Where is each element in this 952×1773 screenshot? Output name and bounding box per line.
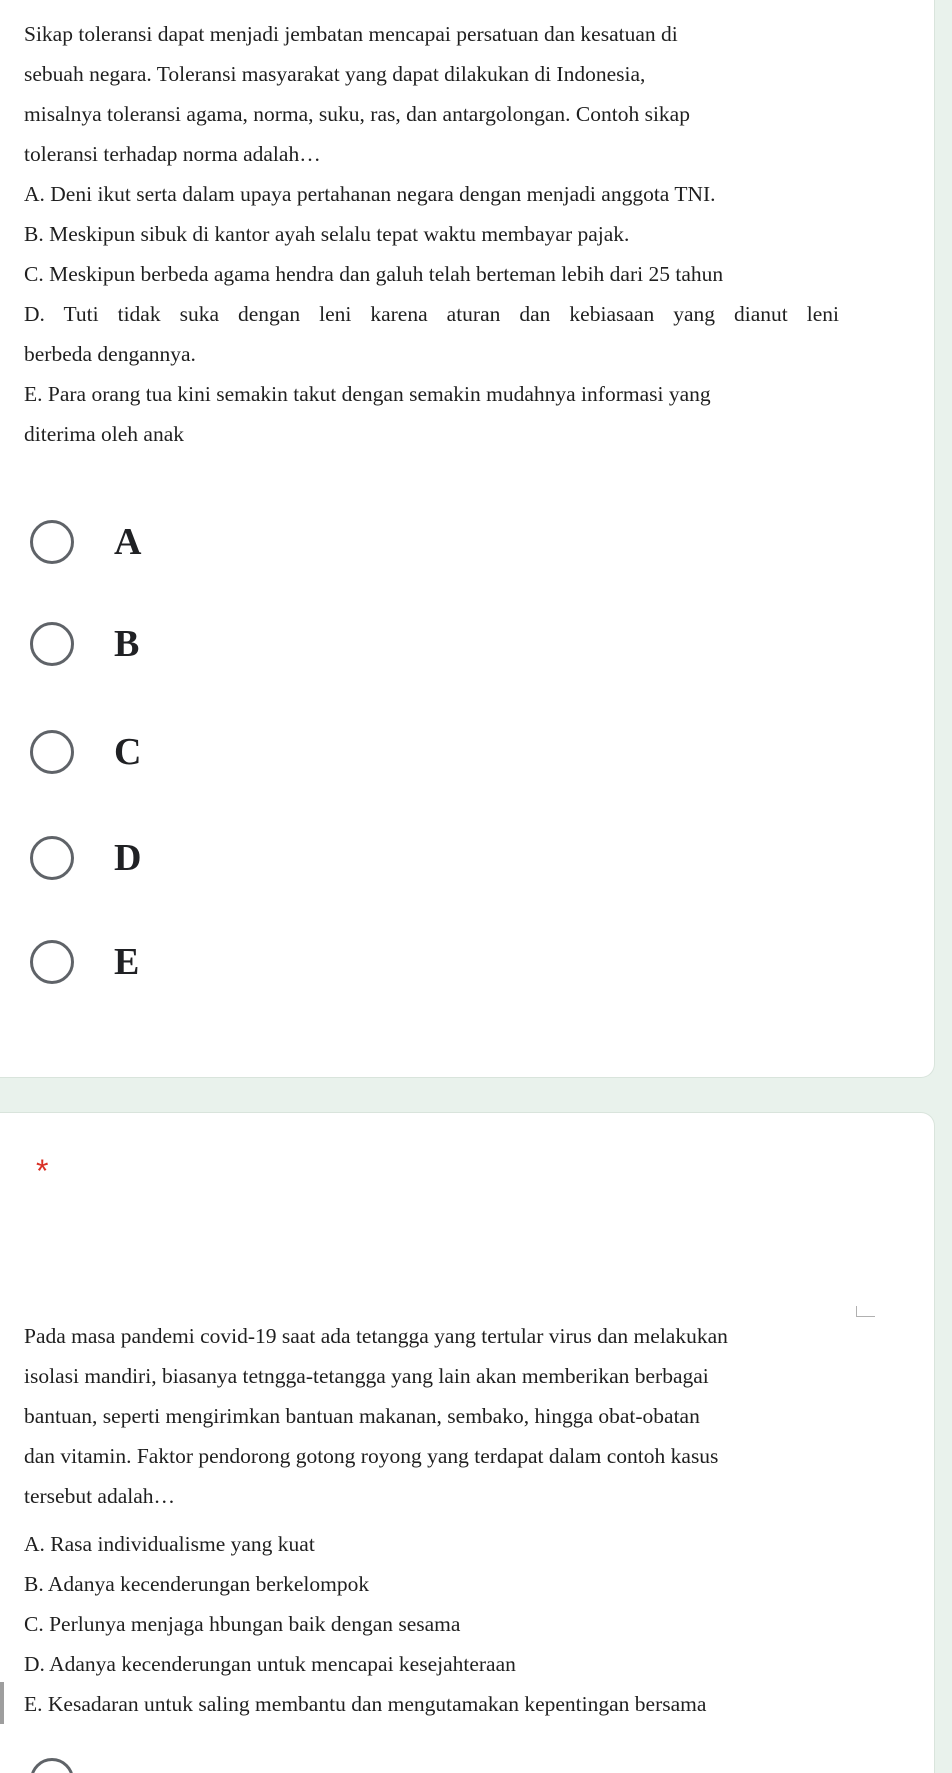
question-1-text xyxy=(24,14,839,174)
radio-choice-b[interactable] xyxy=(30,618,139,670)
choice-label: E xyxy=(114,941,140,983)
option-text-b: B. Adanya kecenderungan berkelompok xyxy=(24,1572,370,1596)
choice-label: C xyxy=(114,731,142,773)
option-text-e: E. Kesadaran untuk saling membantu dan mengutamakan kepentingan bersama xyxy=(24,1692,707,1716)
option-text-a: A. Deni ikut serta dalam upaya pertahanan negara dengan menjadi anggota TNI. xyxy=(24,182,716,206)
option-text-e: E. Para orang tua kini semakin takut dengan semakin mudahnya informasi yang xyxy=(24,382,711,406)
radio-choice-d[interactable] xyxy=(30,832,141,884)
option-text-c: C. Perlunya menjaga hbungan baik dengan sesama xyxy=(24,1612,461,1636)
radio-button[interactable] xyxy=(30,622,74,666)
choice-label: B xyxy=(114,623,140,665)
required-asterisk: * xyxy=(36,1153,49,1189)
option-text-c: C. Meskipun berbeda agama hendra dan galuh telah berteman lebih dari 25 tahun xyxy=(24,262,724,286)
question-2-options xyxy=(24,1524,839,1724)
option-text-d: D. Tuti tidak suka dengan leni karena aturan dan kebiasaan yang dianut leni xyxy=(24,302,839,326)
option-text-e-cont: diterima oleh anak xyxy=(24,422,184,446)
radio-choice-a[interactable] xyxy=(30,516,141,568)
question-2-line: dan vitamin. Faktor pendorong gotong royong yang terdapat dalam contoh kasus xyxy=(24,1444,719,1468)
radio-choice-c[interactable] xyxy=(30,726,141,778)
question-2-line: isolasi mandiri, biasanya tetngga-tetangga yang lain akan memberikan berbagai xyxy=(24,1364,709,1388)
question-2-text xyxy=(24,1316,839,1516)
radio-button[interactable] xyxy=(30,730,74,774)
question-1-line: Sikap toleransi dapat menjadi jembatan mencapai persatuan dan kesatuan di xyxy=(24,22,678,46)
question-1-line: sebuah negara. Toleransi masyarakat yang dapat dilakukan di Indonesia, xyxy=(24,62,646,86)
question-2-line: tersebut adalah… xyxy=(24,1484,176,1508)
question-2-line: bantuan, seperti mengirimkan bantuan makanan, sembako, hingga obat-obatan xyxy=(24,1404,700,1428)
option-text-a: A. Rasa individualisme yang kuat xyxy=(24,1532,315,1556)
option-text-d: D. Adanya kecenderungan untuk mencapai kesejahteraan xyxy=(24,1652,516,1676)
radio-button[interactable] xyxy=(30,836,74,880)
radio-button[interactable] xyxy=(30,520,74,564)
question-1-options xyxy=(24,174,839,454)
question-1-line: toleransi terhadap norma adalah… xyxy=(24,142,321,166)
choice-label: D xyxy=(114,837,142,879)
option-text-b: B. Meskipun sibuk di kantor ayah selalu tepat waktu membayar pajak. xyxy=(24,222,630,246)
question-2-line: Pada masa pandemi covid-19 saat ada tetangga yang tertular virus dan melakukan xyxy=(24,1324,728,1348)
choice-label: A xyxy=(114,521,142,563)
question-1-line: misalnya toleransi agama, norma, suku, ras, dan antargolongan. Contoh sikap xyxy=(24,102,690,126)
option-text-d-cont: berbeda dengannya. xyxy=(24,342,196,366)
image-corner-mark xyxy=(856,1306,875,1317)
left-edge-bar xyxy=(0,1682,4,1724)
radio-button[interactable] xyxy=(30,940,74,984)
radio-choice-e[interactable] xyxy=(30,936,139,988)
